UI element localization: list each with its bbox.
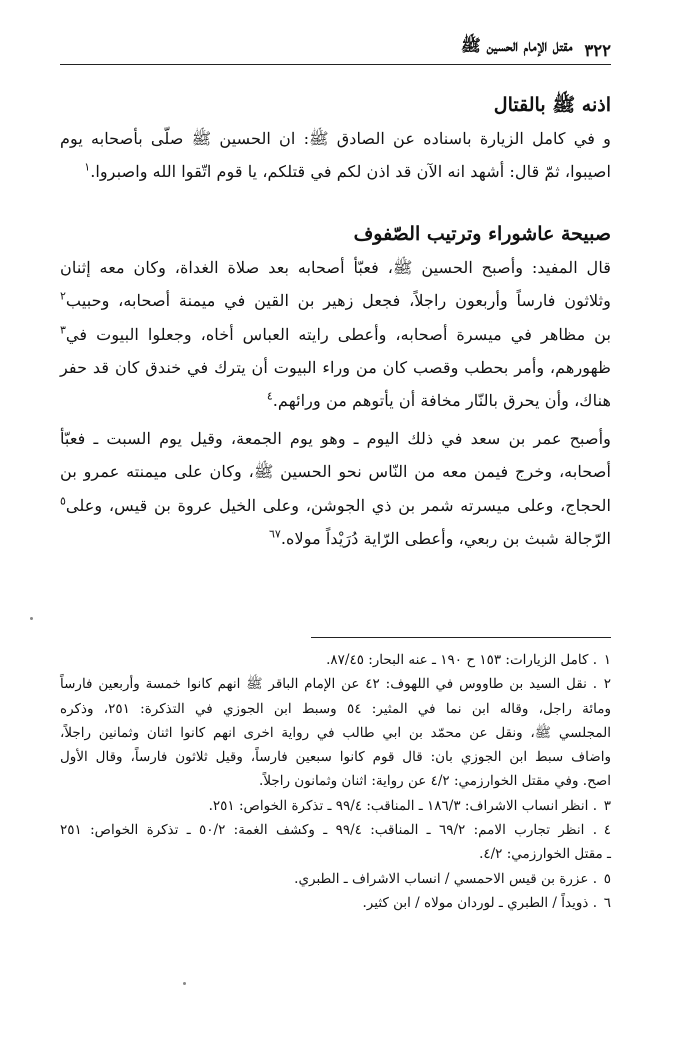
footnote-item <box>60 648 611 672</box>
text-line <box>60 318 611 351</box>
footnote-text: اصح. وفي مقتل الخوارزمي: ٤/٢ عن رواية: اثنان وثمانون راجلاً. <box>259 773 611 790</box>
text-line <box>60 284 611 317</box>
footnote-marker: ٦ <box>269 527 275 541</box>
footnote-number: ٦ <box>603 894 611 911</box>
footnote-item <box>60 867 611 891</box>
section-heading-ashura: صبيحة عاشوراء وترتيب الصّفوف <box>353 222 611 245</box>
footnote-marker: ٧ <box>274 527 281 541</box>
body-text <box>60 88 611 555</box>
footnote-item <box>60 891 611 915</box>
footnote-number: ٣ <box>603 797 611 814</box>
footnote-marker: ٤ <box>266 390 273 404</box>
footnote-text: المجلسي ﷺ، ونقل عن محمّد بن ابي طالب في رواية اخرى انهم كانوا اثنان وثمانين راجلاً، <box>60 724 611 741</box>
scan-speck <box>30 617 33 620</box>
text-line-content: الرّجالة شبث بن ربعي، وأعطى الرّاية دُرَيْداً مولاه. <box>280 529 611 549</box>
running-header <box>60 34 611 65</box>
footnote-line: ٥. عزرة بن قيس الاحمسي / انساب الاشراف ـ الطبري. <box>60 867 611 891</box>
footnote-marker: ١ <box>84 161 91 175</box>
footnote-line: ١. كامل الزيارات: ١٥٣ ح ١٩٠ ـ عنه البحار: ٨٧/٤٥. <box>60 648 611 672</box>
text-line <box>60 384 611 417</box>
footnote-number: ١ <box>603 652 611 668</box>
footnote-text: انظر انساب الاشراف: ١٨٦/٣ ـ المناقب: ٩٩/٤ ـ تذكرة الخواص: ٢٥١. <box>208 797 589 814</box>
footnote-line: ٢. نقل السيد بن طاووس في اللهوف: ٤٢ عن الإمام الباقر ﷺ انهم كانوا خمسة وأربعين فارساً <box>60 672 611 696</box>
text-line: و في كامل الزيارة باسناده عن الصادق ﷺ: ان الحسين ﷺ صلّى بأصحابه يوم <box>60 129 611 148</box>
text-line: وأصبح عمر بن سعد في ذلك اليوم ـ وهو يوم الجمعة، وقيل يوم السبت ـ فعبّأ <box>60 428 611 448</box>
footnote-line: ٤. انظر تجارب الامم: ٦٩/٢ ـ المناقب: ٩٩/٤ ـ وكشف الغمة: ٥٠/٢ ـ تذكرة الخواص: ٢٥١ <box>60 818 611 842</box>
book-title: مقتل الإمام الحسين ﷺ <box>460 36 573 55</box>
footnote-line <box>60 745 611 769</box>
section-heading-permission: اذنه ﷺ بالقتال <box>493 94 611 116</box>
text-line-content: بن مظاهر في ميسرة أصحابه، وأعطى رايته العباس أخاه، وجعلوا البيوت في <box>65 324 611 344</box>
text-line <box>60 522 611 555</box>
footnote-item <box>60 794 611 818</box>
footnote-number: ٢ <box>603 676 611 693</box>
footnote-item <box>60 672 611 793</box>
footnote-text: عزرة بن قيس الاحمسي / انساب الاشراف ـ الطبري. <box>294 870 589 887</box>
footnote-divider <box>311 637 611 638</box>
scan-speck <box>183 982 186 985</box>
footnote-line <box>60 697 611 721</box>
footnote-line <box>60 721 611 745</box>
paragraph-umar-ibn-saad <box>60 422 611 556</box>
text-line <box>60 489 611 522</box>
paragraph-permission <box>60 122 611 189</box>
text-line: أصحابه، وخرج فيمن معه من النّاس نحو الحسين ﷺ، وكان على ميمنته عمرو بن <box>60 462 611 482</box>
footnote-line: ٦. ذويداً / الطبري ـ لوردان مولاه / ابن كثير. <box>60 891 611 915</box>
footnote-text: انظر تجارب الامم: ٦٩/٢ ـ المناقب: ٩٩/٤ ـ وكشف الغمة: ٥٠/٢ ـ تذكرة الخواص: ٢٥١ <box>60 822 585 839</box>
text-line: ظهورهم، وأمر بحطب وقصب كان من وراء البيوت أن يترك في خندق كان قد حفر <box>60 358 611 378</box>
paragraph-mufid <box>60 251 611 418</box>
text-line-content: اصيبوا، ثمّ قال: أشهد انه الآن قد اذن لكم في قتلكم، يا قوم اتّقوا الله واصبروا. <box>90 162 611 182</box>
footnote-text: ومائة راجل، وقاله ابن نما في المثير: ٥٤ وسبط ابن الجوزي في التذكرة: ٢٥١، وذكره <box>60 700 611 717</box>
footnote-line <box>60 842 611 866</box>
footnote-line: ٣. انظر انساب الاشراف: ١٨٦/٣ ـ المناقب: ٩٩/٤ ـ تذكرة الخواص: ٢٥١. <box>60 794 611 818</box>
footnote-item <box>60 818 611 867</box>
footnote-text: نقل السيد بن طاووس في اللهوف: ٤٢ عن الإمام الباقر ﷺ انهم كانوا خمسة وأربعين فارساً <box>60 676 587 693</box>
footnote-text: ذويداً / الطبري ـ لوردان مولاه / ابن كثير. <box>362 894 589 911</box>
page-number: ٣٢٢ <box>584 41 611 60</box>
footnote-marker: ٣ <box>60 323 66 337</box>
footnote-marker: ٥ <box>60 494 66 508</box>
footnote-text: واضاف سبط ابن الجوزي بان: قال قوم كانوا سبعين فارساً، وقيل ثلاثون فارساً، وقال الأول <box>60 749 611 766</box>
footnotes <box>60 648 611 915</box>
text-line <box>60 155 611 188</box>
text-line-content: وثلاثون فارساً وأربعون راجلاً، فجعل زهير بن القين في ميمنة أصحابه، وحبيب <box>65 291 611 311</box>
footnote-line <box>60 769 611 793</box>
footnote-number: ٤ <box>603 822 611 839</box>
text-line: قال المفيد: وأصبح الحسين ﷺ، فعبّأ أصحابه بعد صلاة الغداة، وكان معه إثنان <box>60 257 611 277</box>
footnote-number: ٥ <box>603 870 611 887</box>
text-line-content: هناك، وأن يحرق بالنّار مخافة أن يأتوهم من ورائهم. <box>272 391 611 411</box>
footnote-marker: ٢ <box>60 289 66 303</box>
text-line-content: الحجاج، وعلى ميسرته شمر بن ذي الجوشن، وعلى الخيل عروة بن قيس، وعلى <box>65 495 611 515</box>
footnote-text: ـ مقتل الخوارزمي: ٤/٢. <box>479 846 611 863</box>
footnote-text: كامل الزيارات: ١٥٣ ح ١٩٠ ـ عنه البحار: ٨٧/٤٥. <box>326 652 589 668</box>
